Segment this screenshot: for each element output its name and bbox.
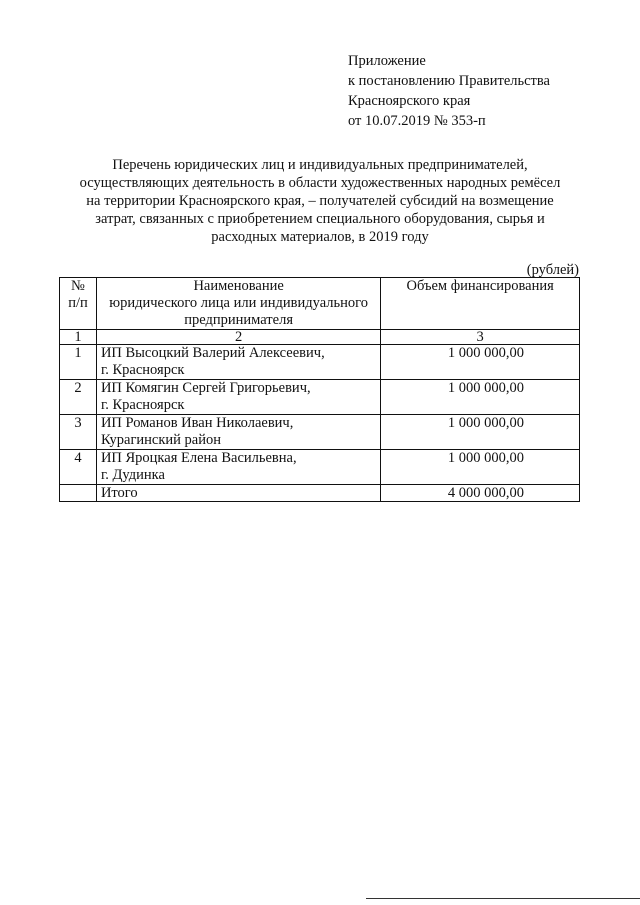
- column-number: 2: [96, 330, 380, 345]
- column-number: 1: [60, 330, 97, 345]
- appendix-line: к постановлению Правительства: [348, 73, 550, 89]
- row-name: ИП Романов Иван Николаевич, Курагинский район: [96, 415, 380, 450]
- row-amount: 1 000 000,00: [381, 415, 580, 450]
- table-header-row: [60, 278, 580, 330]
- table-row: [60, 345, 580, 380]
- total-label: Итого: [96, 485, 380, 502]
- row-amount: 1 000 000,00: [381, 380, 580, 415]
- appendix-line: Красноярского края: [348, 93, 471, 109]
- table-row: [60, 380, 580, 415]
- title-line: на территории Красноярского края, – получателей субсидий на возмещение: [86, 193, 554, 209]
- row-name: ИП Яроцкая Елена Васильевна, г. Дудинка: [96, 450, 380, 485]
- column-number: 3: [381, 330, 580, 345]
- title-line: осуществляющих деятельность в области художественных народных ремёсел: [79, 175, 561, 191]
- row-number: 3: [60, 415, 97, 450]
- row-name: ИП Высоцкий Валерий Алексеевич, г. Красноярск: [96, 345, 380, 380]
- row-amount: 1 000 000,00: [381, 345, 580, 380]
- row-amount: 1 000 000,00: [381, 450, 580, 485]
- document-title: [40, 156, 600, 246]
- title-line: расходных материалов, в 2019 году: [211, 229, 429, 245]
- table-row: [60, 415, 580, 450]
- total-amount: 4 000 000,00: [381, 485, 580, 502]
- row-number: 1: [60, 345, 97, 380]
- total-number: [60, 485, 97, 502]
- header-name: Наименование юридического лица или индивидуального предпринимателя: [96, 278, 380, 330]
- appendix-line: Приложение: [348, 53, 426, 69]
- title-line: затрат, связанных с приобретением специального оборудования, сырья и: [95, 211, 545, 227]
- row-name: ИП Комягин Сергей Григорьевич, г. Красноярск: [96, 380, 380, 415]
- table-row: [60, 450, 580, 485]
- row-number: 4: [60, 450, 97, 485]
- appendix-block: [348, 51, 550, 131]
- recipients-table: [59, 277, 580, 502]
- header-amount: Объем финансирования: [381, 278, 580, 330]
- appendix-line: от 10.07.2019 № 353-п: [348, 113, 486, 129]
- header-number: № п/п: [60, 278, 97, 330]
- total-row: [60, 485, 580, 502]
- bottom-line-divider: [366, 898, 640, 899]
- title-line: Перечень юридических лиц и индивидуальных предпринимателей,: [112, 157, 528, 173]
- unit-label: (рублей): [526, 262, 579, 278]
- column-numbers-row: [60, 330, 580, 345]
- row-number: 2: [60, 380, 97, 415]
